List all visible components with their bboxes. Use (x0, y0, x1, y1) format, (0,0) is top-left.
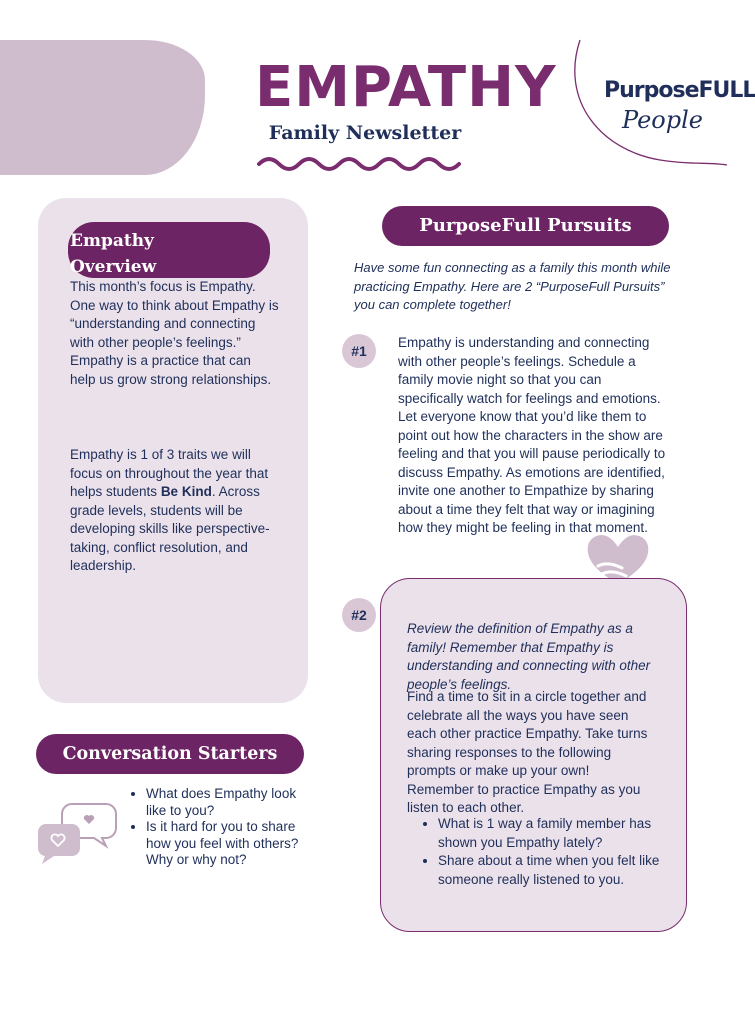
overview-para2-end: . Across grade levels, students will be developing skills like perspective-taking, conflict resolution, and leadership. (70, 484, 270, 573)
overview-paragraph-2 (70, 446, 275, 576)
logo-line-2: People (622, 106, 703, 134)
list-item: • Share about a time when you felt like someone really listened to you. (438, 852, 678, 889)
list-item: • What is 1 way a family member has shown you Empathy lately? (438, 815, 678, 852)
pursuit-2-badge: #2 (342, 598, 376, 632)
logo-line-1: PurposeFULL (604, 78, 755, 103)
overview-heading (70, 228, 190, 280)
decorative-blob (0, 40, 205, 175)
pursuit-2-text: Find a time to sit in a circle together and celebrate all the ways you have seen each other practice Empathy. Take turns sharing responses to the following prompts or make up your own! Remember to practice Empathy as you listen to each other. (407, 689, 648, 815)
conversation-list (128, 786, 306, 869)
pursuit-2-intro: Review the definition of Empathy as a family! Remember that Empathy is understanding and connecting with other people’s feelings. (407, 621, 651, 692)
be-kind-text: Be Kind (160, 484, 212, 499)
conversation-heading: Conversation Starters (36, 734, 304, 774)
overview-paragraph-1: This month’s focus is Empathy. One way to think about Empathy is “understanding and connecting with other people’s feelings.” Empathy is a practice that can help us grow strong relationships. (70, 279, 279, 387)
chat-bubbles-icon (34, 798, 118, 868)
page-subtitle: Family Newsletter (268, 122, 462, 144)
pursuit-1-badge: #1 (342, 334, 376, 368)
prompt-list (420, 815, 678, 889)
wave-divider (255, 152, 470, 174)
overview-para2-start: Empathy is 1 of 3 traits we will focus on throughout the year that helps students (70, 447, 269, 499)
pursuit-1-text: Empathy is understanding and connecting with other people’s feelings. Schedule a family movie night so that you can specifically watch for feelings and emotions. Let everyone know that you’d like them to point out how the characters in the show are feeling and that you will pause periodically to discuss Empathy. As emotions are identified, invite one another to Empathize by sharing about a time they felt that way or imagining how they might be feeling in that moment. (398, 335, 666, 535)
list-item: • What does Empathy look like to you? (146, 786, 306, 819)
overview-heading-line1: Empathy (70, 231, 154, 251)
page-title: EMPATHY (255, 55, 557, 120)
pursuits-heading: PurposeFull Pursuits (382, 206, 669, 246)
pursuits-intro: Have some fun connecting as a family this month while practicing Empathy. Here are 2 “PurposeFull Pursuits” you can complete together! (354, 260, 671, 312)
list-item: • Is it hard for you to share how you feel with others? Why or why not? (146, 819, 306, 869)
overview-heading-line2: Overview (70, 257, 157, 277)
